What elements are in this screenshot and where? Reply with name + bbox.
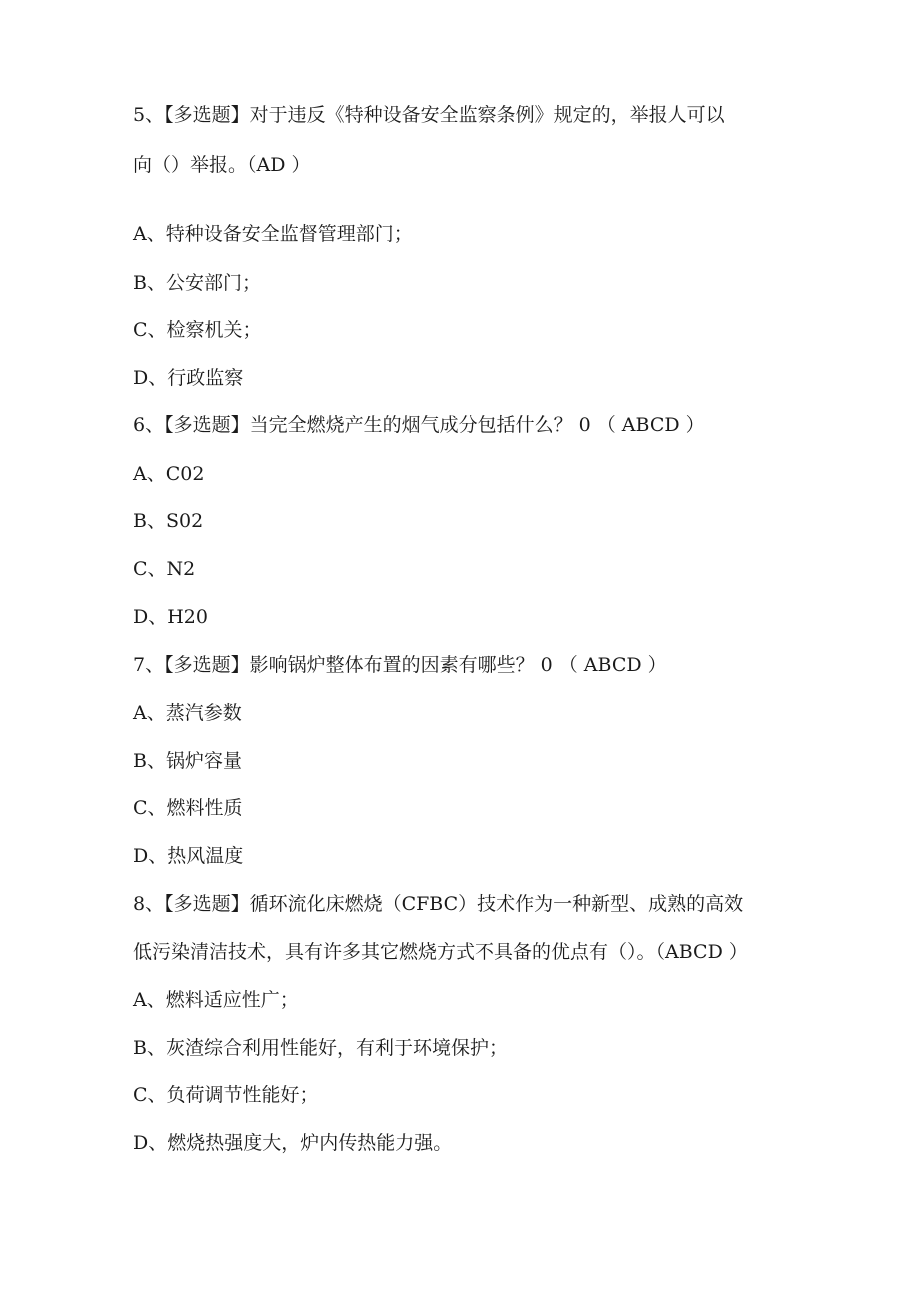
question-6-option-c: C、N2 [133, 558, 196, 580]
question-8-stem-line-1: 8、【多选题】循环流化床燃烧（CFBC）技术作为一种新型、成熟的高效 [133, 893, 744, 915]
question-8-option-a: A、燃料适应性广； [133, 989, 299, 1011]
question-6-option-b: B、S02 [133, 510, 204, 532]
question-7-stem: 7、【多选题】影响锅炉整体布置的因素有哪些？ 0 （ ABCD ） [133, 654, 667, 676]
question-5-option-d: D、行政监察 [133, 367, 244, 389]
question-8-option-b: B、灰渣综合利用性能好，有利于环境保护； [133, 1037, 508, 1059]
question-5-stem-line-1: 5、【多选题】对于违反《特种设备安全监察条例》规定的，举报人可以 [133, 104, 725, 126]
question-6-option-d: D、H20 [133, 606, 208, 628]
question-6-option-a: A、C02 [133, 463, 205, 485]
question-7-option-c: C、燃料性质 [133, 797, 243, 819]
question-5-option-b: B、公安部门； [133, 272, 261, 294]
question-8-option-d: D、燃烧热强度大，炉内传热能力强。 [133, 1132, 453, 1154]
question-5-stem-line-2: 向（）举报。（AD ） [133, 154, 311, 176]
question-5-option-c: C、检察机关； [133, 319, 262, 341]
question-6-stem: 6、【多选题】当完全燃烧产生的烟气成分包括什么？ 0 （ ABCD ） [133, 414, 705, 436]
question-5-option-a: A、特种设备安全监督管理部门； [133, 223, 413, 245]
question-8-stem-line-2: 低污染清洁技术，具有许多其它燃烧方式不具备的优点有（）。（ABCD ） [133, 941, 748, 963]
question-7-option-d: D、热风温度 [133, 845, 244, 867]
question-7-option-b: B、锅炉容量 [133, 750, 242, 772]
question-7-option-a: A、蒸汽参数 [133, 702, 242, 724]
question-8-option-c: C、负荷调节性能好； [133, 1084, 319, 1106]
